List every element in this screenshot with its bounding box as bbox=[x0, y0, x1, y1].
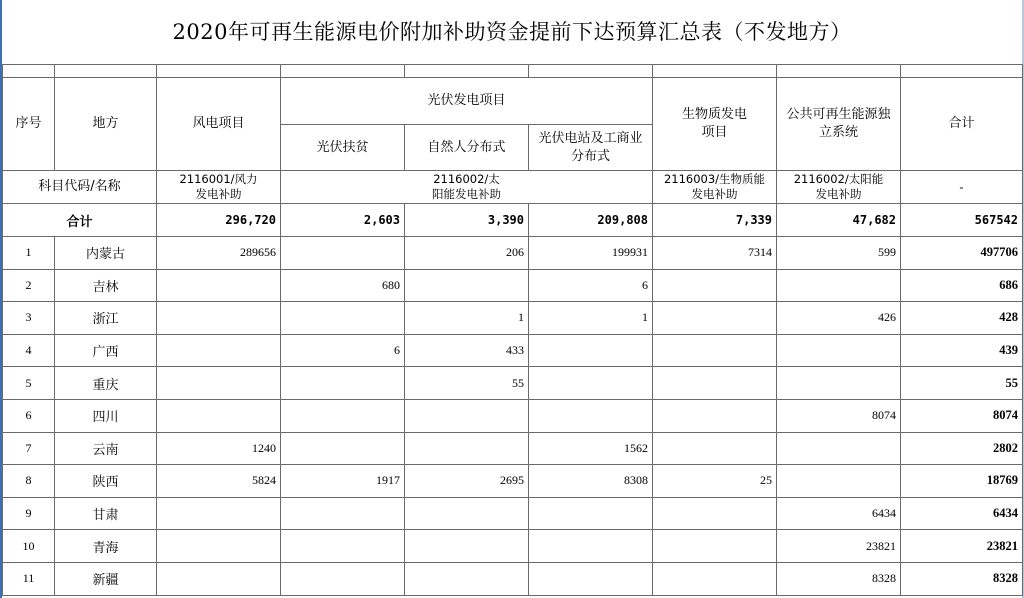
row-pv-poverty[interactable]: 680 bbox=[281, 269, 405, 302]
row-index[interactable]: 9 bbox=[3, 497, 55, 530]
row-index[interactable]: 6 bbox=[3, 399, 55, 432]
region-rows bbox=[3, 237, 1023, 596]
code-label[interactable]: 科目代码/名称 bbox=[3, 171, 157, 204]
header-region[interactable]: 地方 bbox=[55, 78, 157, 171]
row-total[interactable]: 18769 bbox=[901, 465, 1023, 498]
table-row bbox=[3, 530, 1023, 563]
row-index[interactable]: 8 bbox=[3, 465, 55, 498]
total-pv-poverty[interactable]: 2,603 bbox=[281, 204, 405, 237]
row-public[interactable]: 599 bbox=[777, 237, 901, 270]
row-public[interactable] bbox=[777, 367, 901, 400]
row-pv-station[interactable] bbox=[529, 562, 653, 595]
spacer-cell[interactable] bbox=[529, 65, 653, 78]
row-region[interactable]: 陕西 bbox=[55, 465, 157, 498]
row-wind[interactable]: 289656 bbox=[157, 237, 281, 270]
row-index[interactable]: 3 bbox=[3, 302, 55, 335]
header-total[interactable]: 合计 bbox=[901, 78, 1023, 171]
row-total[interactable]: 686 bbox=[901, 269, 1023, 302]
row-pv-natural[interactable]: 2695 bbox=[405, 465, 529, 498]
header-biomass[interactable]: 生物质发电项目 bbox=[653, 78, 777, 171]
row-pv-station[interactable]: 199931 bbox=[529, 237, 653, 270]
row-index[interactable]: 10 bbox=[3, 530, 55, 563]
row-total[interactable]: 55 bbox=[901, 367, 1023, 400]
row-pv-station[interactable]: 1 bbox=[529, 302, 653, 335]
code-pv[interactable]: 2116002/太阳能发电补助 bbox=[281, 171, 653, 204]
row-biomass[interactable] bbox=[653, 399, 777, 432]
row-region[interactable]: 重庆 bbox=[55, 367, 157, 400]
row-total[interactable]: 428 bbox=[901, 302, 1023, 335]
row-wind[interactable] bbox=[157, 562, 281, 595]
row-region[interactable]: 浙江 bbox=[55, 302, 157, 335]
row-pv-natural[interactable]: 433 bbox=[405, 334, 529, 367]
row-biomass[interactable] bbox=[653, 530, 777, 563]
row-index[interactable]: 1 bbox=[3, 237, 55, 270]
row-biomass[interactable] bbox=[653, 334, 777, 367]
header-pv-natural[interactable]: 自然人分布式 bbox=[405, 125, 529, 171]
row-pv-poverty[interactable]: 1917 bbox=[281, 465, 405, 498]
row-wind[interactable] bbox=[157, 269, 281, 302]
spacer-cell[interactable] bbox=[405, 65, 529, 78]
row-index[interactable]: 4 bbox=[3, 334, 55, 367]
row-public[interactable]: 426 bbox=[777, 302, 901, 335]
header-public[interactable]: 公共可再生能源独立系统 bbox=[777, 78, 901, 171]
code-wind[interactable]: 2116001/风力发电补助 bbox=[157, 171, 281, 204]
row-pv-poverty[interactable] bbox=[281, 432, 405, 465]
header-row-1 bbox=[3, 78, 1023, 125]
row-public[interactable] bbox=[777, 465, 901, 498]
row-region[interactable]: 甘肃 bbox=[55, 497, 157, 530]
row-pv-natural[interactable] bbox=[405, 562, 529, 595]
row-public[interactable] bbox=[777, 269, 901, 302]
row-public[interactable] bbox=[777, 334, 901, 367]
table-row bbox=[3, 367, 1023, 400]
row-biomass[interactable] bbox=[653, 302, 777, 335]
row-wind[interactable] bbox=[157, 399, 281, 432]
row-region[interactable]: 青海 bbox=[55, 530, 157, 563]
row-public[interactable]: 6434 bbox=[777, 497, 901, 530]
row-wind[interactable] bbox=[157, 334, 281, 367]
header-pv-poverty[interactable]: 光伏扶贫 bbox=[281, 125, 405, 171]
table-row bbox=[3, 302, 1023, 335]
row-total[interactable]: 23821 bbox=[901, 530, 1023, 563]
row-wind[interactable]: 1240 bbox=[157, 432, 281, 465]
row-index[interactable]: 2 bbox=[3, 269, 55, 302]
row-pv-station[interactable] bbox=[529, 497, 653, 530]
row-public[interactable]: 23821 bbox=[777, 530, 901, 563]
row-pv-natural[interactable] bbox=[405, 269, 529, 302]
row-index[interactable]: 7 bbox=[3, 432, 55, 465]
row-public[interactable]: 8074 bbox=[777, 399, 901, 432]
totals-label[interactable]: 合计 bbox=[3, 204, 157, 237]
row-public[interactable]: 8328 bbox=[777, 562, 901, 595]
row-region[interactable]: 广西 bbox=[55, 334, 157, 367]
row-total[interactable]: 2802 bbox=[901, 432, 1023, 465]
row-pv-natural[interactable]: 55 bbox=[405, 367, 529, 400]
total-public[interactable]: 47,682 bbox=[777, 204, 901, 237]
row-index[interactable]: 5 bbox=[3, 367, 55, 400]
total-pv-natural[interactable]: 3,390 bbox=[405, 204, 529, 237]
row-wind[interactable] bbox=[157, 497, 281, 530]
row-pv-station[interactable] bbox=[529, 399, 653, 432]
table-row bbox=[3, 497, 1023, 530]
row-total[interactable]: 8328 bbox=[901, 562, 1023, 595]
row-pv-natural[interactable] bbox=[405, 399, 529, 432]
row-wind[interactable] bbox=[157, 530, 281, 563]
spacer-cell[interactable] bbox=[55, 65, 157, 78]
table-row bbox=[3, 465, 1023, 498]
row-wind[interactable] bbox=[157, 302, 281, 335]
table-row bbox=[3, 334, 1023, 367]
row-pv-natural[interactable]: 1 bbox=[405, 302, 529, 335]
table-row bbox=[3, 432, 1023, 465]
row-pv-station[interactable]: 6 bbox=[529, 269, 653, 302]
blank-spacer-row bbox=[3, 65, 1023, 78]
row-pv-poverty[interactable] bbox=[281, 399, 405, 432]
row-pv-station[interactable] bbox=[529, 367, 653, 400]
row-pv-natural[interactable] bbox=[405, 497, 529, 530]
table-row bbox=[3, 237, 1023, 270]
spacer-cell[interactable] bbox=[653, 65, 777, 78]
code-biomass[interactable]: 2116003/生物质能发电补助 bbox=[653, 171, 777, 204]
row-region[interactable]: 云南 bbox=[55, 432, 157, 465]
spacer-cell[interactable] bbox=[901, 65, 1023, 78]
row-pv-station[interactable] bbox=[529, 334, 653, 367]
spacer-cell[interactable] bbox=[3, 65, 55, 78]
row-biomass[interactable]: 25 bbox=[653, 465, 777, 498]
header-pv-station[interactable]: 光伏电站及工商业分布式 bbox=[529, 125, 653, 171]
total-biomass[interactable]: 7,339 bbox=[653, 204, 777, 237]
code-total[interactable]: - bbox=[901, 171, 1023, 204]
spacer-cell[interactable] bbox=[281, 65, 405, 78]
row-pv-natural[interactable] bbox=[405, 432, 529, 465]
row-biomass[interactable] bbox=[653, 367, 777, 400]
table-row bbox=[3, 399, 1023, 432]
spacer-cell[interactable] bbox=[777, 65, 901, 78]
total-grand[interactable]: 567542 bbox=[901, 204, 1023, 237]
row-pv-station[interactable] bbox=[529, 530, 653, 563]
row-pv-station[interactable]: 1562 bbox=[529, 432, 653, 465]
budget-table bbox=[2, 64, 1023, 596]
row-total[interactable]: 497706 bbox=[901, 237, 1023, 270]
header-pv-group[interactable]: 光伏发电项目 bbox=[281, 78, 653, 125]
row-pv-poverty[interactable]: 6 bbox=[281, 334, 405, 367]
row-pv-poverty[interactable] bbox=[281, 302, 405, 335]
code-public[interactable]: 2116002/太阳能发电补助 bbox=[777, 171, 901, 204]
row-pv-natural[interactable] bbox=[405, 530, 529, 563]
row-pv-station[interactable]: 8308 bbox=[529, 465, 653, 498]
row-pv-poverty[interactable] bbox=[281, 530, 405, 563]
totals-row bbox=[3, 204, 1023, 237]
table-row bbox=[3, 562, 1023, 595]
sheet-title: 2020年可再生能源电价附加补助资金提前下达预算汇总表（不发地方） bbox=[2, 0, 1022, 65]
row-biomass[interactable] bbox=[653, 562, 777, 595]
total-wind[interactable]: 296,720 bbox=[157, 204, 281, 237]
row-biomass[interactable] bbox=[653, 432, 777, 465]
row-pv-poverty[interactable] bbox=[281, 237, 405, 270]
header-seq[interactable]: 序号 bbox=[3, 78, 55, 171]
row-wind[interactable] bbox=[157, 367, 281, 400]
row-total[interactable]: 439 bbox=[901, 334, 1023, 367]
row-biomass[interactable] bbox=[653, 269, 777, 302]
code-row bbox=[3, 171, 1023, 204]
row-biomass[interactable]: 7314 bbox=[653, 237, 777, 270]
row-wind[interactable]: 5824 bbox=[157, 465, 281, 498]
row-pv-poverty[interactable] bbox=[281, 367, 405, 400]
row-total[interactable]: 8074 bbox=[901, 399, 1023, 432]
row-public[interactable] bbox=[777, 432, 901, 465]
table-row bbox=[3, 269, 1023, 302]
header-wind[interactable]: 风电项目 bbox=[157, 78, 281, 171]
row-pv-poverty[interactable] bbox=[281, 562, 405, 595]
row-region[interactable]: 吉林 bbox=[55, 269, 157, 302]
row-region[interactable]: 新疆 bbox=[55, 562, 157, 595]
row-region[interactable]: 内蒙古 bbox=[55, 237, 157, 270]
spacer-cell[interactable] bbox=[157, 65, 281, 78]
row-index[interactable]: 11 bbox=[3, 562, 55, 595]
row-pv-poverty[interactable] bbox=[281, 497, 405, 530]
row-region[interactable]: 四川 bbox=[55, 399, 157, 432]
total-pv-station[interactable]: 209,808 bbox=[529, 204, 653, 237]
row-pv-natural[interactable]: 206 bbox=[405, 237, 529, 270]
row-total[interactable]: 6434 bbox=[901, 497, 1023, 530]
row-biomass[interactable] bbox=[653, 497, 777, 530]
